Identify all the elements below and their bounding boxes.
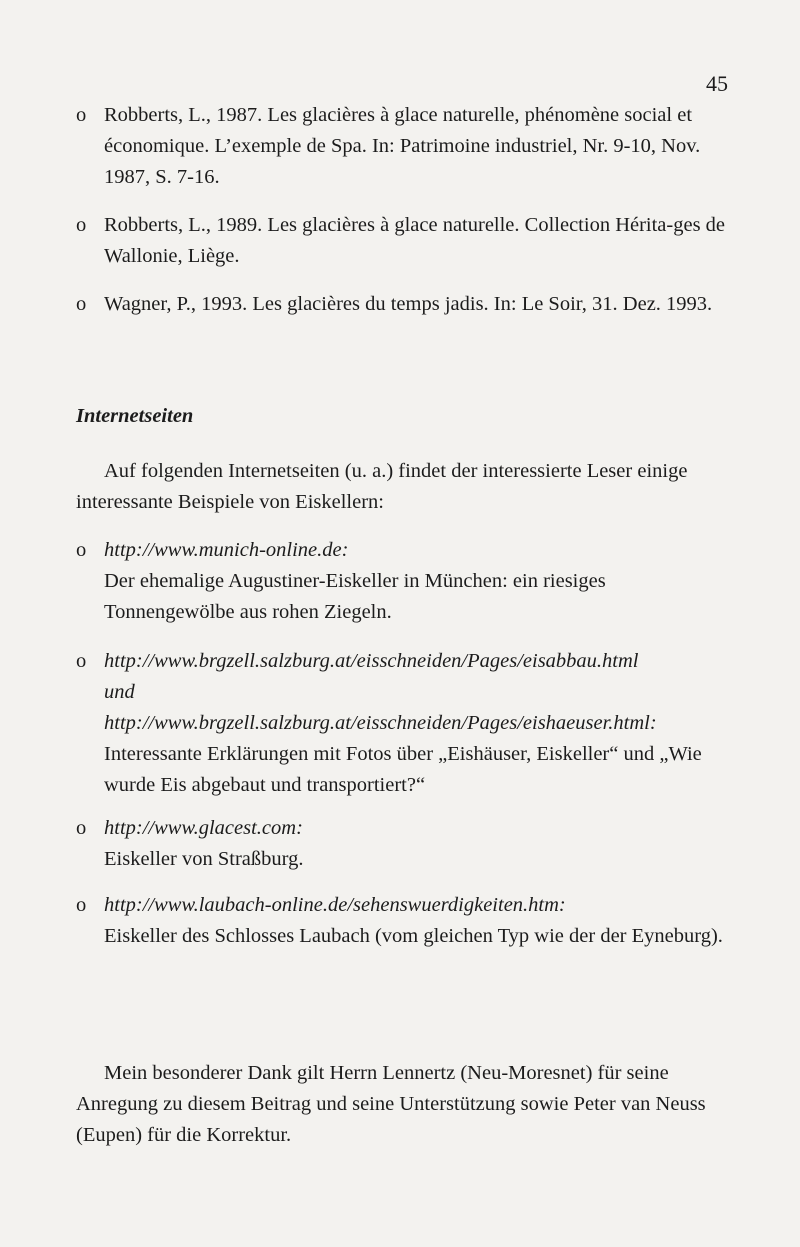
link-item	[76, 646, 736, 801]
page-number: 45	[706, 71, 728, 96]
reference-text: Wagner, P., 1993. Les glacières du temps jadis. In: Le Soir, 31. Dez. 1993.	[104, 293, 713, 315]
bullet-marker: o	[76, 293, 87, 315]
link-description: Eiskeller von Straßburg.	[104, 848, 304, 870]
link-item	[76, 535, 736, 628]
bullet-marker: o	[76, 650, 87, 672]
link-item	[76, 890, 736, 952]
bullet-marker: o	[76, 817, 87, 839]
link-description: Der ehemalige Augustiner-Eiskeller in München: ein riesiges Tonnengewölbe aus rohen Ziegeln.	[104, 570, 606, 623]
internet-intro-paragraph: Auf folgenden Internetseiten (u. a.) findet der interessierte Leser einige interessante Beispiele von Eiskellern:	[76, 460, 688, 513]
link-item	[76, 813, 736, 875]
link-description: Eiskeller des Schlosses Laubach (vom gleichen Typ wie der der Eyneburg).	[104, 925, 723, 947]
link-url[interactable]: http://www.glacest.com:	[104, 817, 303, 839]
reference-item	[76, 100, 736, 193]
bullet-marker: o	[76, 539, 87, 561]
link-url[interactable]: http://www.brgzell.salzburg.at/eisschneiden/Pages/eisabbau.html	[104, 650, 639, 672]
link-url[interactable]: http://www.laubach-online.de/sehenswuerdigkeiten.htm:	[104, 894, 566, 916]
bullet-marker: o	[76, 894, 87, 916]
link-connector: und	[104, 681, 135, 703]
reference-item	[76, 289, 736, 320]
reference-text: Robberts, L., 1987. Les glacières à glace naturelle, phénomène social et économique. L’exemple de Spa. In: Patrimoine industriel, Nr. 9-10, Nov. 1987, S. 7-16.	[104, 104, 701, 188]
link-url-secondary[interactable]: http://www.brgzell.salzburg.at/eisschneiden/Pages/eishaeuser.html:	[104, 712, 657, 734]
link-description: Interessante Erklärungen mit Fotos über „Eishäuser, Eiskeller“ und „Wie wurde Eis abgebaut und transportiert?“	[104, 743, 702, 796]
reference-text: Robberts, L., 1989. Les glacières à glace naturelle. Collection Hérita-ges de Wallonie, Liège.	[104, 214, 726, 267]
reference-item	[76, 210, 736, 272]
link-url[interactable]: http://www.munich-online.de:	[104, 539, 349, 561]
acknowledgement-paragraph: Mein besonderer Dank gilt Herrn Lennertz (Neu-Moresnet) für seine Anregung zu diesem Beitrag und seine Unterstützung sowie Peter van Neuss (Eupen) für die Korrektur.	[76, 1062, 706, 1146]
bullet-marker: o	[76, 214, 87, 236]
section-heading-internetseiten: Internetseiten	[76, 405, 194, 427]
bullet-marker: o	[76, 104, 87, 126]
